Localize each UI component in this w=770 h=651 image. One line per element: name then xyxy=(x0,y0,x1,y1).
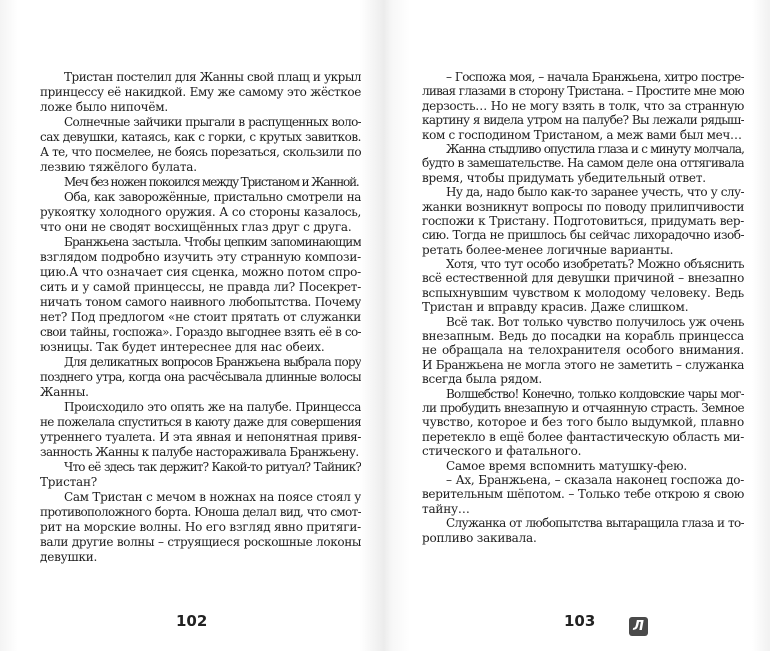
text-line: занность Жанны к палубе настораживала Бранжьену. xyxy=(40,445,359,459)
text-line: внезапным. Ведь до посадки на корабль принцесса xyxy=(422,329,744,344)
text-line: не пожелала спуститься в каюту даже для совершения xyxy=(40,415,361,429)
text-line: тайну… xyxy=(422,501,470,516)
text-line: Тристан постелил для Жанны свой плащ и укрыл xyxy=(64,70,361,84)
text-line: Солнечные зайчики прыгали в распущенных воло- xyxy=(64,115,361,129)
paragraph xyxy=(422,459,744,473)
paragraph xyxy=(40,460,361,490)
text-line: противоположного борта. Юноша делал вид, что смот- xyxy=(40,505,361,519)
text-line: сить и у самой принцессы, не правда ли? Посекрет- xyxy=(40,280,361,294)
page-number-left: 102 xyxy=(176,612,208,630)
text-line: Оба, как заворожённые, пристально смотрели на xyxy=(64,190,361,204)
text-line: вали другие волны – струящиеся роскошные локоны xyxy=(40,535,361,549)
right-page xyxy=(422,70,744,592)
text-line: время, чтобы придумать убедительный ответ. xyxy=(422,170,706,185)
text-line: Жанны. xyxy=(40,385,89,399)
text-line: рит на морские волны. Но его взгляд явно притяги- xyxy=(40,520,361,534)
text-line: стического и фатального. xyxy=(422,444,582,459)
text-line: чувство, которое и без того было выдумкой, плавно xyxy=(422,415,744,430)
text-line: Хотя, что тут особо изобретать? Можно объяснить xyxy=(446,257,744,272)
paragraph xyxy=(422,142,744,185)
text-line: ретать более-менее логичные варианты. xyxy=(422,242,674,257)
text-line: рукоятку холодного оружия. А со стороны казалось, xyxy=(40,205,361,219)
text-line: Ну да, надо было как-то заранее учесть, что у слу- xyxy=(446,185,744,200)
paragraph xyxy=(422,516,744,545)
text-line: не обращала на телохранителя особого внимания. xyxy=(422,343,744,358)
text-line: ропливо закивала. xyxy=(422,530,537,545)
text-line: – Госпожа моя, – начала Бранжьена, хитро постре- xyxy=(446,70,744,84)
text-line: Меч без ножен покоился между Тристаном и Жанной. xyxy=(64,175,359,189)
paragraph xyxy=(40,235,361,355)
paragraph xyxy=(40,175,361,190)
paragraph xyxy=(40,70,361,115)
paragraph xyxy=(40,355,361,400)
text-line: Волшебство! Конечно, только колдовские чары мог- xyxy=(446,386,744,401)
text-line: ли пробудить внезапную и отчаянную страсть. Земное xyxy=(422,400,744,415)
paragraph xyxy=(422,387,744,459)
text-line: свои тайны, госпожа». Гораздо выгоднее взять её в со- xyxy=(40,325,361,339)
paragraph xyxy=(40,190,361,235)
text-line: позднего утра, когда она расчёсывала длинные волосы xyxy=(40,370,361,384)
text-line: Жанна стыдливо опустила глаза и с минуту молчала, xyxy=(446,141,744,156)
page-number-right: 103 xyxy=(564,612,596,630)
text-line: будто в замешательстве. На самом деле она оттягивала xyxy=(422,156,744,171)
text-line: И Бранжьена не могла этого не заметить – служанка xyxy=(422,357,744,372)
text-line: Что её здесь так держит? Какой-то ритуал? Тайник? xyxy=(64,460,361,474)
text-line: Самое время вспомнить матушку-фею. xyxy=(446,458,687,473)
paragraph xyxy=(40,115,361,175)
text-line: всегда была рядом. xyxy=(422,372,543,387)
text-line: ложе было нипочём. xyxy=(40,100,169,114)
text-line: жанки возникнут вопросы по поводу прилипчивости xyxy=(422,199,744,214)
text-line: перетекло в ещё более фантастическую область ми- xyxy=(422,429,744,444)
text-line: сах девушки, катаясь, как с горки, с крутых завитков. xyxy=(40,130,361,144)
text-line: А те, что посмелее, не боясь порезаться, скользили по xyxy=(40,145,361,159)
text-line: Тристан? xyxy=(40,475,98,489)
text-line: утреннего туалета. И эта явная и непонятная привя- xyxy=(40,430,361,444)
text-line: Сам Тристан с мечом в ножнах на поясе стоял у xyxy=(64,490,361,504)
text-line: верительным шёпотом. – Только тебе открою я свою xyxy=(422,487,744,502)
text-line: что они не сводят восхищённых глаз друг с друга. xyxy=(40,220,352,234)
text-line: Для деликатных вопросов Бранжьена выбрала пору xyxy=(64,355,361,369)
text-line: сию. Тогда не пришлось бы сейчас лихорадочно изоб- xyxy=(422,228,744,243)
text-line: Тристан и вправду красив. Даже слишком. xyxy=(422,300,689,315)
paragraph xyxy=(422,185,744,257)
text-line: картину я видела утром на палубе? Вы лежали рядыш- xyxy=(422,113,744,128)
text-line: дерзость… Но не могу взять в толк, что за странную xyxy=(422,98,744,113)
text-line: ливая глазами в сторону Тристана. – Простите мне мою xyxy=(422,84,744,99)
text-line: Служанка от любопытства вытаращила глаза и то- xyxy=(446,516,744,531)
text-line: госпожи к Тристану. Подготовиться, придумать вер- xyxy=(422,213,744,228)
paragraph xyxy=(422,473,744,516)
publisher-logo-icon: Л xyxy=(629,617,648,636)
text-line: девушки. xyxy=(40,550,98,564)
text-line: взглядом подробно изучить эту странную компози- xyxy=(40,250,361,264)
text-line: – Ах, Бранжьена, – сказала наконец госпожа до- xyxy=(446,472,744,487)
paragraph xyxy=(422,315,744,387)
left-page xyxy=(40,70,361,580)
text-line: цию.А что означает сия сценка, можно потом спро- xyxy=(40,265,361,279)
text-line: лезвию тяжёлого булата. xyxy=(40,160,197,174)
paragraph xyxy=(422,70,744,142)
text-line: ком с господином Тристаном, а меж вами был меч… xyxy=(422,127,742,142)
text-line: юзницы. Так будет интереснее для нас обеих. xyxy=(40,340,325,354)
text-line: Бранжьена застыла. Чтобы цепким запоминающим xyxy=(64,235,361,249)
text-line: ничать тоном самого наивного любопытства. Почему xyxy=(40,295,361,309)
text-line: всё естественной для девушки причиной – внезапно xyxy=(422,271,744,286)
paragraph xyxy=(422,257,744,315)
text-line: Всё так. Вот только чувство получилось уж очень xyxy=(446,314,744,329)
text-line: нет? Под предлогом «не стоит прятать от служанки xyxy=(40,310,361,324)
text-line: Происходило это опять же на палубе. Принцесса xyxy=(64,400,361,414)
text-line: вспыхнувшим чувством к молодому человеку. Ведь xyxy=(422,285,744,300)
text-line: принцессу её накидкой. Ему же самому это жёсткое xyxy=(40,85,361,99)
paragraph xyxy=(40,400,361,460)
paragraph xyxy=(40,490,361,565)
